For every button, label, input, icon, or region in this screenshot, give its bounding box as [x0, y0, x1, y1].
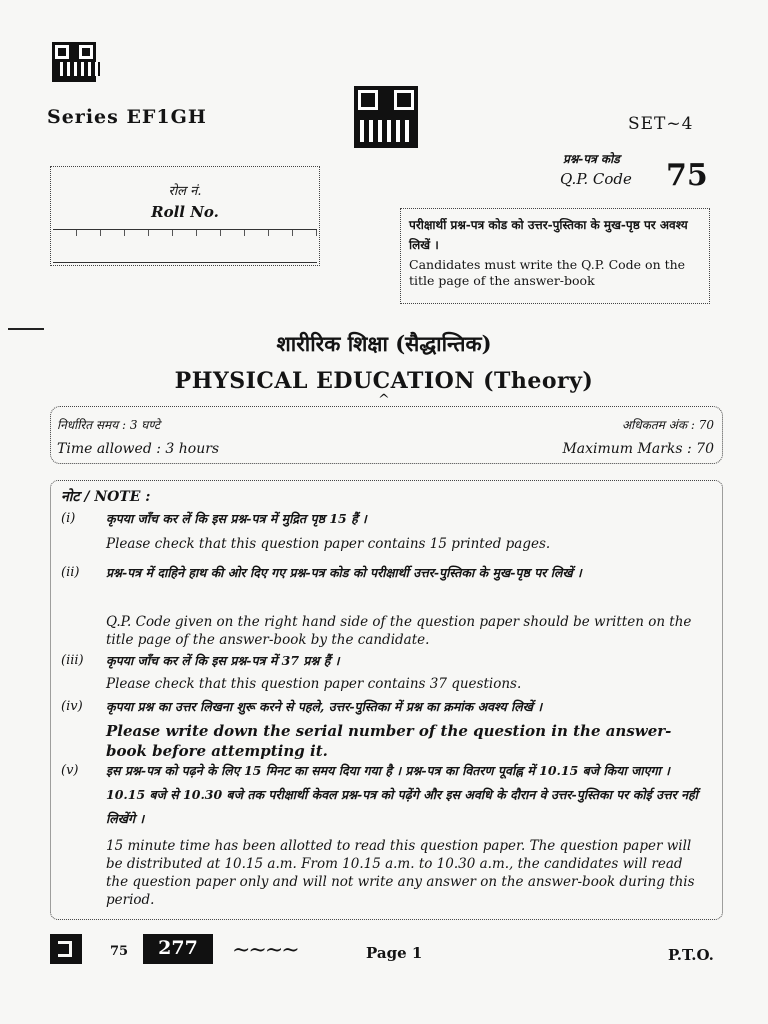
qp-code-label-hindi: प्रश्न-पत्र कोड: [563, 152, 620, 166]
roll-number-field[interactable]: [53, 229, 317, 263]
caret-mark: ^: [378, 392, 390, 408]
note-text-hindi: कृपया जाँच कर लें कि इस प्रश्न-पत्र में मुद्रित पृष्ठ 15 हैं ।: [106, 511, 367, 526]
note-text-hindi: कृपया प्रश्न का उत्तर लिखना शुरू करने से पहले, उत्तर-पुस्तिका में प्रश्न का क्रमांक अवश्य लिखें ।: [106, 699, 543, 714]
roll-label: Roll No.: [151, 203, 219, 221]
note-number: (iv): [61, 699, 83, 714]
note-text: Please check that this question paper contains 15 printed pages.: [106, 536, 551, 552]
footer-code: 75: [110, 944, 129, 959]
note-text: Please write down the serial number of the question in the answer-book before attempting it.: [106, 722, 672, 760]
series-label: Series EF1GH: [47, 106, 207, 128]
qr-code-icon: [354, 86, 418, 148]
footer-wave: ~~~~: [232, 938, 298, 963]
page-title-hindi: शारीरिक शिक्षा (सैद्धान्तिक): [276, 331, 492, 356]
time-allowed-hindi: निर्धारित समय : 3 घण्टे: [57, 418, 161, 432]
roll-label-hindi: रोल नं.: [168, 184, 202, 199]
page-title: PHYSICAL EDUCATION (Theory): [174, 368, 594, 394]
roll-number-box[interactable]: [50, 166, 320, 266]
note-text: 15 minute time has been allotted to read this question paper. The question paper will be distributed at 10.15 a.m. From 10.15 a.m. to 10.30 a.m., the candidates will read the question paper only and will not write any answer on the answer-book during this period.: [106, 838, 695, 908]
notes-section: [50, 480, 723, 920]
qr-code-icon: [52, 42, 96, 82]
note-text-hindi: प्रश्न-पत्र में दाहिने हाथ की ओर दिए गए प्रश्न-पत्र कोड को परीक्षार्थी उत्तर-पुस्तिका के मुख-पृष्ठ पर लिखें ।: [106, 565, 582, 580]
notice-hindi: परीक्षार्थी प्रश्न-पत्र कोड को उत्तर-पुस्तिका के मुख-पृष्ठ पर अवश्य लिखें ।: [409, 218, 688, 252]
note-number: (v): [61, 763, 79, 778]
max-marks: Maximum Marks : 70: [562, 441, 714, 457]
footer-serial-box: 277: [143, 934, 213, 964]
note-number: (iii): [61, 653, 84, 668]
note-text-hindi: इस प्रश्न-पत्र को पढ़ने के लिए 15 मिनट का समय दिया गया है । प्रश्न-पत्र का वितरण पूर्वाह्न में 10.15 बजे किया जाएगा । 10.15 बजे से 10.30 बजे तक परीक्षार्थी केवल प्रश्न-पत्र को पढ़ेंगे और इस अवधि के दौरान वे उत्तर-पुस्तिका पर कोई उत्तर नहीं लिखेंगे ।: [106, 763, 698, 826]
exam-logo-icon: [50, 934, 82, 964]
qp-code-label: Q.P. Code: [560, 170, 632, 188]
notice-english: Candidates must write the Q.P. Code on the title page of the answer-book: [409, 257, 686, 288]
note-text-hindi: कृपया जाँच कर लें कि इस प्रश्न-पत्र में 37 प्रश्न हैं ।: [106, 653, 340, 668]
note-text: Q.P. Code given on the right hand side of the question paper should be written on the title page of the answer-book by the candidate.: [106, 614, 692, 648]
note-number: (i): [61, 511, 76, 526]
time-marks-box: [50, 406, 723, 464]
qp-code-value: 75: [666, 158, 708, 193]
page-number: Page 1: [366, 944, 423, 962]
pto-label: P.T.O.: [668, 946, 714, 964]
set-label: SET~4: [628, 114, 694, 134]
note-text: Please check that this question paper contains 37 questions.: [106, 676, 522, 692]
notes-heading: नोट / NOTE :: [61, 489, 151, 505]
note-number: (ii): [61, 565, 80, 580]
max-marks-hindi: अधिकतम अंक : 70: [621, 418, 714, 432]
candidate-notice-box: [400, 208, 710, 304]
time-allowed: Time allowed : 3 hours: [57, 441, 220, 457]
